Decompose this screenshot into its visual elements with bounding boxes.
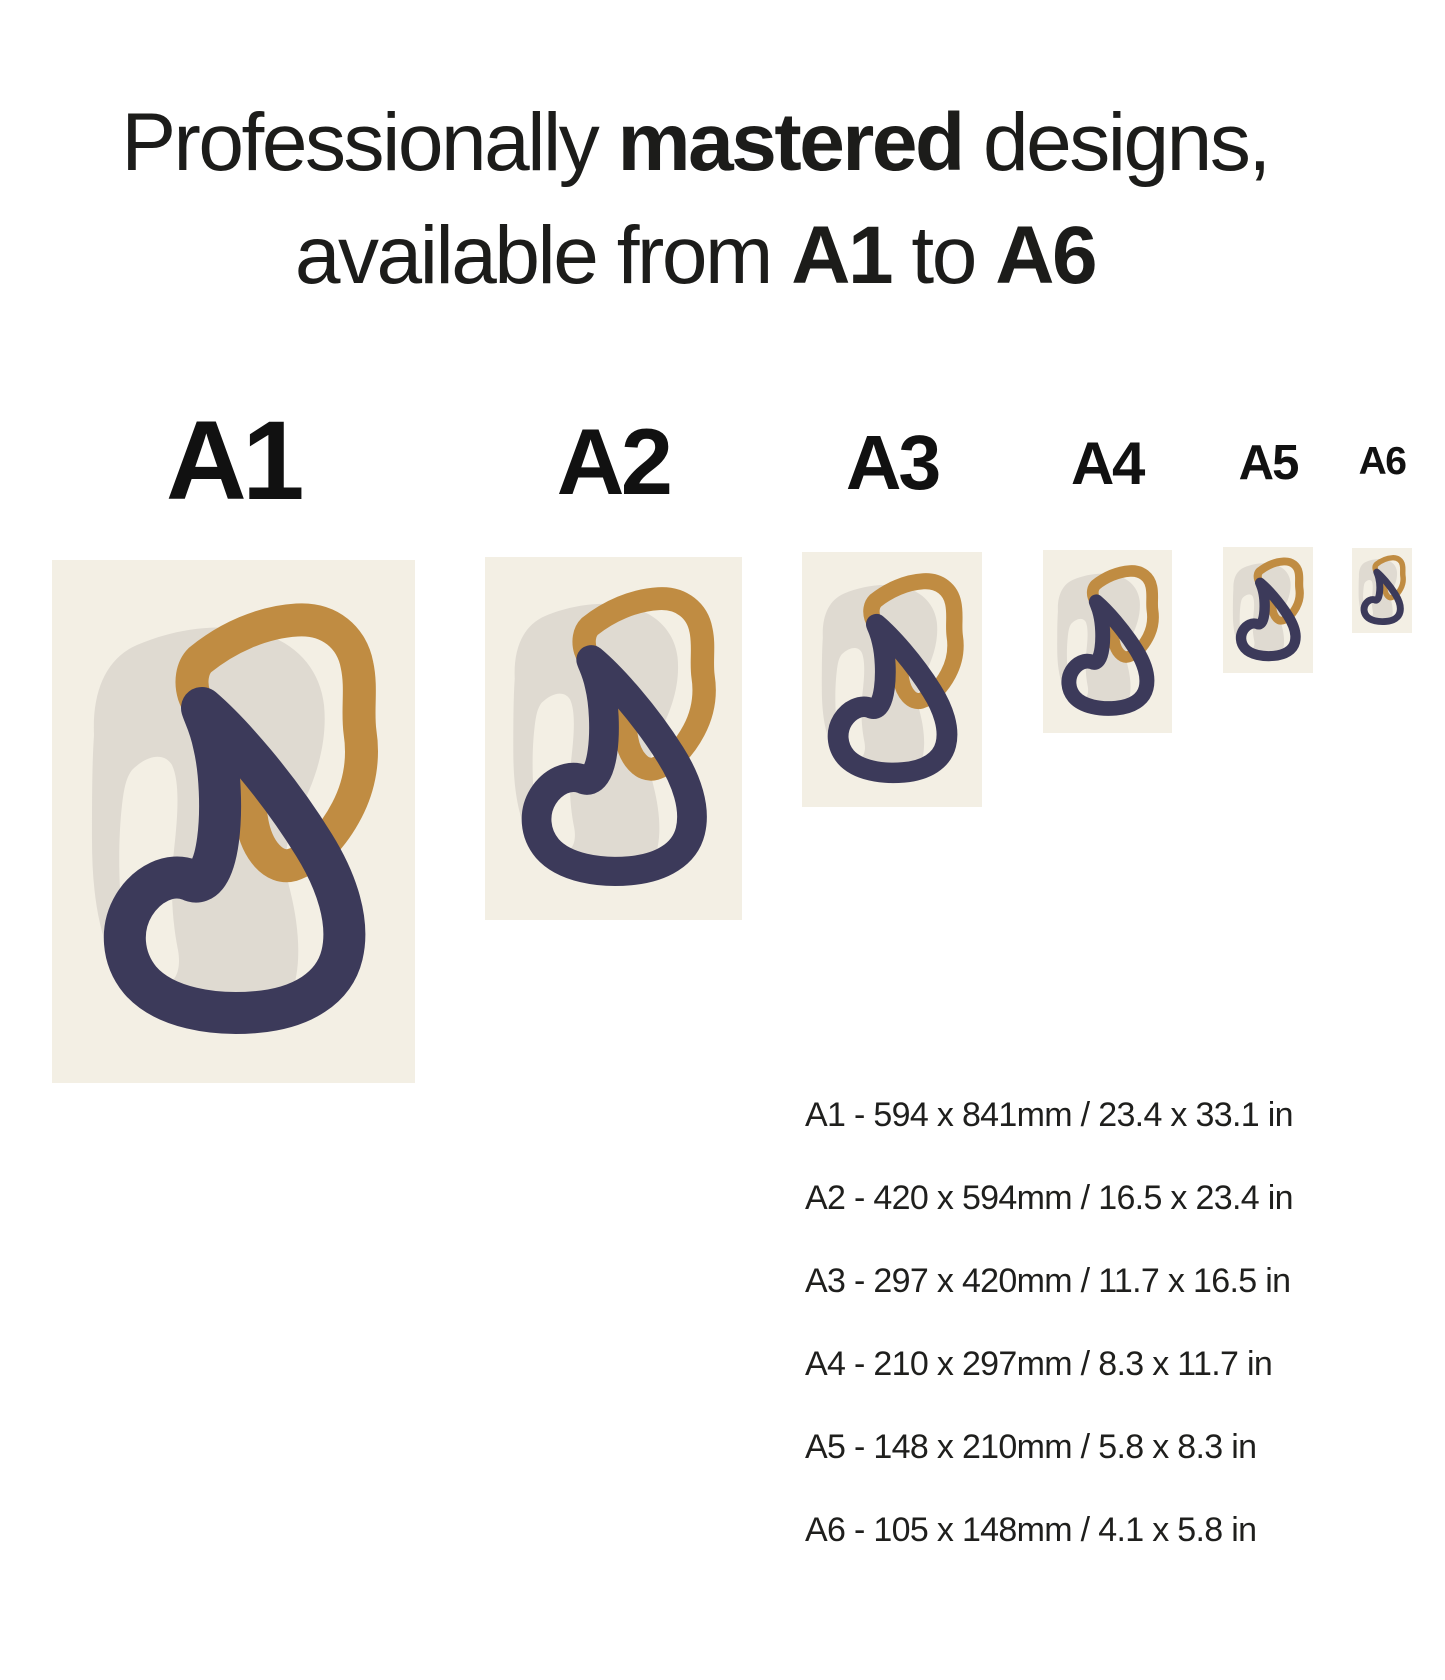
- headline-line-1: [0, 85, 1390, 200]
- size-label-a6: A6: [1358, 440, 1406, 483]
- poster-preview-a3: [802, 552, 982, 807]
- poster-preview-a1: [52, 560, 415, 1083]
- poster-preview-a5: [1223, 547, 1313, 673]
- size-label-a1: A1: [165, 398, 301, 523]
- dimension-spec-a3: A3 - 297 x 420mm / 11.7 x 16.5 in: [805, 1262, 1291, 1300]
- dimension-spec-a6: A6 - 105 x 148mm / 4.1 x 5.8 in: [805, 1511, 1257, 1549]
- dimension-spec-a2: A2 - 420 x 594mm / 16.5 x 23.4 in: [805, 1179, 1293, 1217]
- headline-bold-mastered: mastered: [617, 97, 963, 188]
- headline-text: designs,: [962, 97, 1269, 188]
- poster-preview-a2: [485, 557, 742, 920]
- headline-bold-a1: A1: [791, 210, 892, 301]
- dimension-spec-a4: A4 - 210 x 297mm / 8.3 x 11.7 in: [805, 1345, 1273, 1383]
- dimension-spec-a5: A5 - 148 x 210mm / 5.8 x 8.3 in: [805, 1428, 1257, 1466]
- headline-bold-a6: A6: [995, 210, 1096, 301]
- headline-text: Professionally: [121, 97, 618, 188]
- dimension-spec-a1: A1 - 594 x 841mm / 23.4 x 33.1 in: [805, 1096, 1293, 1134]
- poster-preview-a6: [1352, 548, 1412, 633]
- size-label-a5: A5: [1238, 436, 1298, 490]
- headline-text: to: [891, 210, 996, 301]
- poster-preview-a4: [1043, 550, 1172, 733]
- size-label-a4: A4: [1071, 430, 1143, 497]
- headline-line-2: [0, 198, 1390, 313]
- size-label-a3: A3: [845, 420, 939, 506]
- headline-text: available from: [294, 210, 792, 301]
- size-label-a2: A2: [556, 409, 670, 514]
